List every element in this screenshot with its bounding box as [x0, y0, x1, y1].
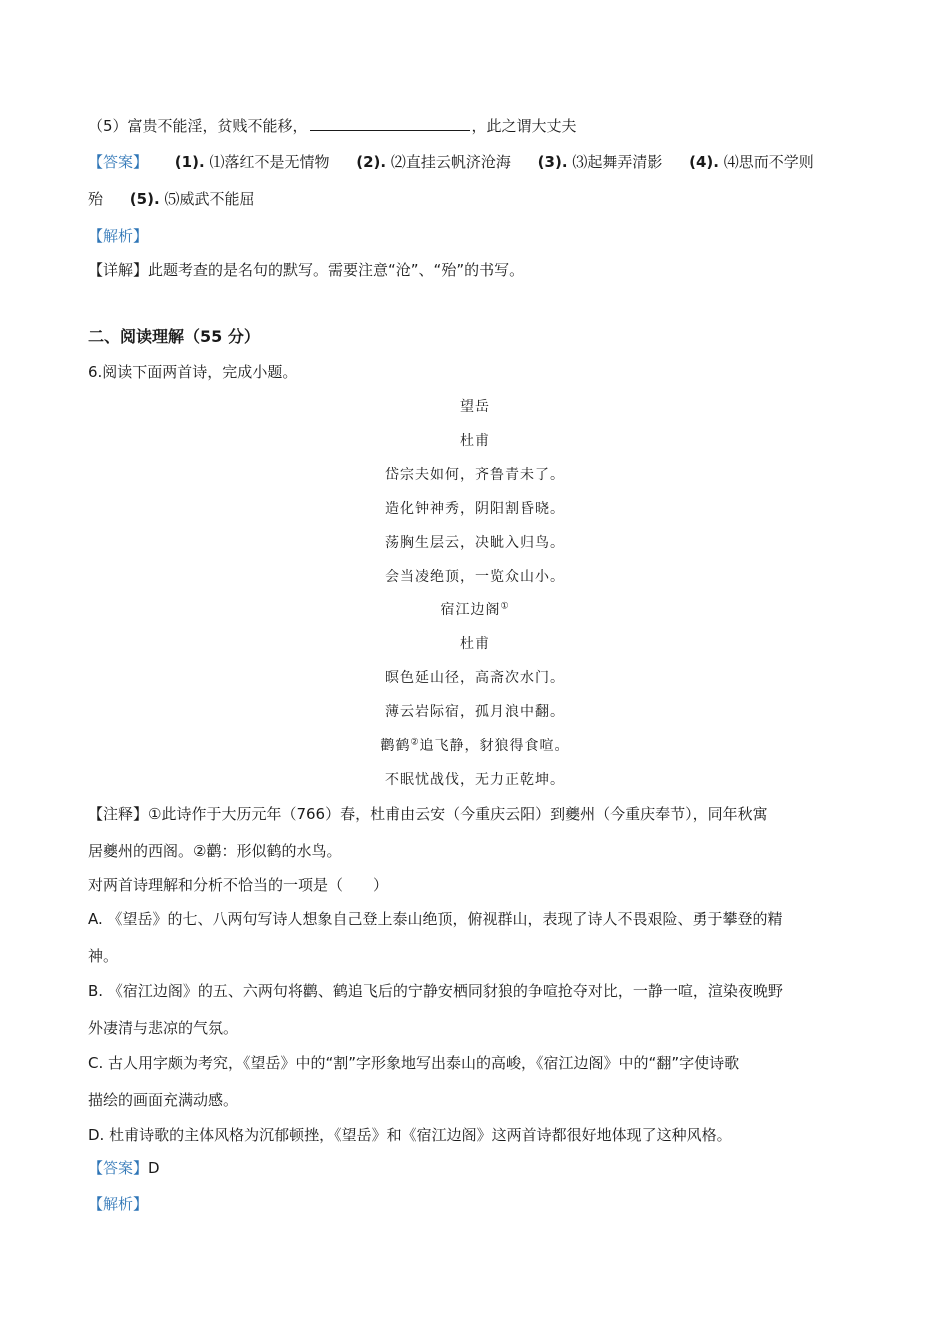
poem2-line3-pre: 鹳鹤	[380, 738, 411, 754]
answer-num-5: (5).	[129, 190, 160, 208]
option-b-line-2: 外凄清与悲凉的气氛。	[88, 1019, 239, 1037]
answer-text-1: ⑴落红不是无情物	[209, 153, 330, 171]
poem2-line3-post: 追飞静，豺狼得食喧。	[419, 738, 570, 754]
option-c-line-1: C. 古人用字颇为考究，《望岳》中的“割”字形象地写出泰山的高峻，《宿江边阁》中的“翻”字使诗歌	[88, 1054, 740, 1072]
detail-explanation: 【详解】此题考查的是名句的默写。需要注意“沧”、“殆”的书写。	[88, 261, 525, 279]
poem1-title: 望岳	[460, 399, 490, 415]
answer-num-1: (1).	[174, 153, 205, 171]
answer-num-2: (2).	[356, 153, 387, 171]
option-a-line-1: A. 《望岳》的七、八两句写诗人想象自己登上泰山绝顶，俯视群山，表现了诗人不畏艰险、勇于攀登的精	[88, 910, 783, 928]
fill-in-item-5	[88, 116, 577, 136]
footnote-mark-1: ①	[500, 601, 510, 612]
answer-text-2: ⑵直挂云帆济沧海	[390, 153, 511, 171]
analysis-tag-1: 【解析】	[88, 227, 149, 245]
analysis-tag-2: 【解析】	[88, 1195, 149, 1213]
footnote-mark-2: ②	[410, 737, 420, 748]
option-c-line-2: 描绘的画面充满动感。	[88, 1091, 239, 1109]
answer-block-1-cont	[88, 189, 254, 209]
answer-num-3: (3).	[537, 153, 568, 171]
poem2-line: 不眠忧战伐，无力正乾坤。	[385, 772, 565, 788]
fill-in-blank	[310, 116, 470, 131]
poem1-line: 造化钟神秀，阴阳割昏晓。	[385, 501, 565, 517]
item5-prefix: （5）富贵不能淫，贫贱不能移，	[88, 117, 308, 135]
poem1-line: 荡胸生层云，决眦入归鸟。	[385, 535, 565, 551]
option-b-line-1: B. 《宿江边阁》的五、六两句将鹳、鹤追飞后的宁静安栖同豺狼的争喧抢夺对比，一静一喧，渲染夜晚野	[88, 982, 783, 1000]
poem2-line: 薄云岩际宿，孤月浪中翻。	[385, 704, 565, 720]
answer-text-4-cont: 殆	[88, 190, 104, 208]
option-d: D. 杜甫诗歌的主体风格为沉郁顿挫，《望岳》和《宿江边阁》这两首诗都很好地体现了这种风格。	[88, 1126, 732, 1144]
item5-suffix: ，此之谓大丈夫	[471, 117, 577, 135]
answer-tag-2: 【答案】	[88, 1159, 149, 1177]
poem2-author: 杜甫	[460, 636, 490, 652]
answer-block-2	[88, 1158, 160, 1178]
answer-block-1	[88, 152, 814, 172]
poem1-author: 杜甫	[460, 433, 490, 449]
poem1-line: 岱宗夫如何，齐鲁青未了。	[385, 467, 565, 483]
question-6-stem: 6.阅读下面两首诗，完成小题。	[88, 363, 298, 381]
answer-tag: 【答案】	[88, 153, 149, 171]
notes-line-2: 居夔州的西阁。②鹳：形似鹤的水鸟。	[88, 842, 342, 860]
notes-line-1: 【注释】①此诗作于大历元年（766）春，杜甫由云安（今重庆云阳）到夔州（今重庆奉节），同年秋寓	[88, 805, 768, 823]
poem2-title	[0, 600, 950, 620]
poem2-line	[0, 736, 950, 756]
answer-num-4: (4).	[689, 153, 719, 171]
section-heading: 二、阅读理解（55 分）	[88, 327, 260, 346]
answer-text-3: ⑶起舞弄清影	[572, 153, 663, 171]
option-a-line-2: 神。	[88, 947, 119, 965]
poem1-line: 会当凌绝顶，一览众山小。	[385, 569, 565, 585]
answer-text-4: ⑷思而不学则	[723, 153, 814, 171]
answer-text-5: ⑸威武不能屈	[164, 190, 255, 208]
question-stem: 对两首诗理解和分析不恰当的一项是（ ）	[88, 876, 389, 894]
poem2-line: 暝色延山径，高斋次水门。	[385, 670, 565, 686]
poem2-title-text: 宿江边阁	[440, 602, 501, 618]
answer-value: D	[148, 1159, 160, 1177]
